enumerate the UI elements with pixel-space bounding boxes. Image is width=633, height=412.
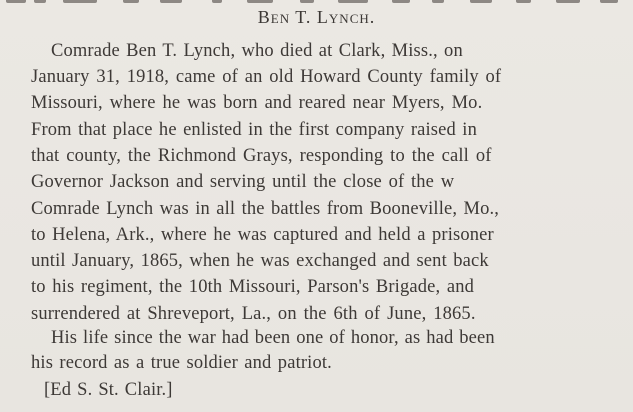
article-line: that county, the Richmond Grays, responding to the call of [31,146,492,166]
article-line: Comrade Lynch was in all the battles from Booneville, Mo., [31,199,500,219]
article-line: until January, 1865, when he was exchanged and sent back [31,251,489,271]
article-line: his record as a true soldier and patriot. [31,353,332,373]
article-line: surrendered at Shreveport, La., on the 6th of June, 1865. [31,304,476,324]
article-line: Missouri, where he was born and reared near Myers, Mo. [31,93,483,113]
torn-top-edge [0,0,633,4]
article-heading: Ben T. Lynch. [257,7,376,27]
article-line: to his regiment, the 10th Missouri, Parson's Brigade, and [31,277,475,297]
article-line: From that place he enlisted in the first company raised in [31,120,477,140]
article-line: to Helena, Ark., where he was captured and held a prisoner [31,225,494,245]
article-line: January 31, 1918, came of an old Howard County family of [31,67,502,87]
article-line: His life since the war had been one of honor, as had been [51,328,495,348]
article-line: Governor Jackson and serving until the close of the w [31,172,455,192]
article-line: Comrade Ben T. Lynch, who died at Clark, Miss., on [51,41,463,61]
article-signature: [Ed S. St. Clair.] [44,380,173,400]
